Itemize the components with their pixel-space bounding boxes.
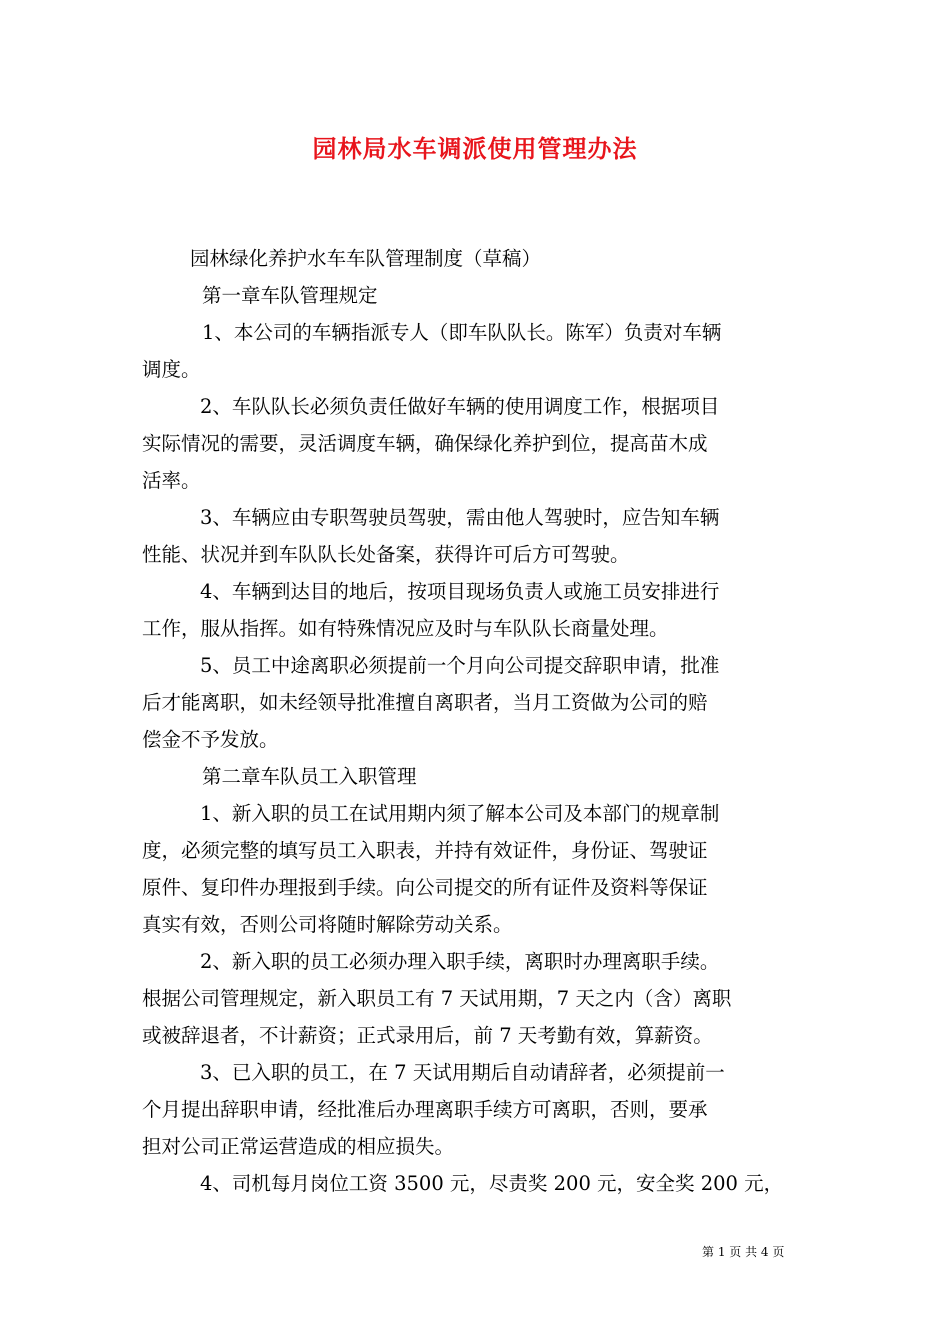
paragraph-line: 后才能离职，如未经领导批准擅自离职者，当月工资做为公司的赔 [142, 691, 708, 714]
paragraph-line: 2、车队队长必须负责任做好车辆的使用调度工作，根据项目 [200, 395, 720, 418]
paragraph-line: 活率。 [142, 469, 201, 492]
paragraph-line: 担对公司正常运营造成的相应损失。 [142, 1135, 455, 1158]
paragraph-line: 4、车辆到达目的地后，按项目现场负责人或施工员安排进行 [200, 580, 720, 603]
paragraph-line: 根据公司管理规定，新入职员工有 7 天试用期，7 天之内（含）离职 [142, 987, 732, 1010]
paragraph-line: 2、新入职的员工必须办理入职手续，离职时办理离职手续。 [200, 950, 720, 973]
paragraph-line: 原件、复印件办理报到手续。向公司提交的所有证件及资料等保证 [142, 876, 708, 899]
paragraph-line: 4、司机每月岗位工资 3500 元，尽责奖 200 元，安全奖 200 元， [200, 1172, 784, 1195]
paragraph-line: 真实有效，否则公司将随时解除劳动关系。 [142, 913, 513, 936]
document-title: 园林局水车调派使用管理办法 [312, 134, 638, 163]
chapter-heading: 第一章车队管理规定 [202, 284, 378, 307]
paragraph-line: 工作，服从指挥。如有特殊情况应及时与车队队长商量处理。 [142, 617, 669, 640]
paragraph-line: 5、员工中途离职必须提前一个月向公司提交辞职申请，批准 [200, 654, 720, 677]
document-subtitle: 园林绿化养护水车车队管理制度（草稿） [190, 247, 542, 270]
paragraph-line: 度，必须完整的填写员工入职表，并持有效证件，身份证、驾驶证 [142, 839, 708, 862]
paragraph-line: 3、已入职的员工，在 7 天试用期后自动请辞者，必须提前一 [200, 1061, 725, 1084]
chapter-heading: 第二章车队员工入职管理 [202, 765, 417, 788]
paragraph-line: 1、本公司的车辆指派专人（即车队队长。陈军）负责对车辆 [202, 321, 722, 344]
paragraph-line: 偿金不予发放。 [142, 728, 279, 751]
paragraph-line: 或被辞退者，不计薪资；正式录用后，前 7 天考勤有效，算薪资。 [142, 1024, 713, 1047]
paragraph-line: 个月提出辞职申请，经批准后办理离职手续方可离职，否则，要承 [142, 1098, 708, 1121]
document-body [142, 240, 810, 1202]
page-number: 第 1 页 共 4 页 [702, 1245, 785, 1259]
paragraph-line: 调度。 [142, 358, 201, 381]
paragraph-line: 1、新入职的员工在试用期内须了解本公司及本部门的规章制 [200, 802, 720, 825]
paragraph-line: 3、车辆应由专职驾驶员驾驶，需由他人驾驶时，应告知车辆 [200, 506, 720, 529]
paragraph-line: 性能、状况并到车队队长处备案，获得许可后方可驾驶。 [142, 543, 630, 566]
paragraph-line: 实际情况的需要，灵活调度车辆，确保绿化养护到位，提高苗木成 [142, 432, 708, 455]
